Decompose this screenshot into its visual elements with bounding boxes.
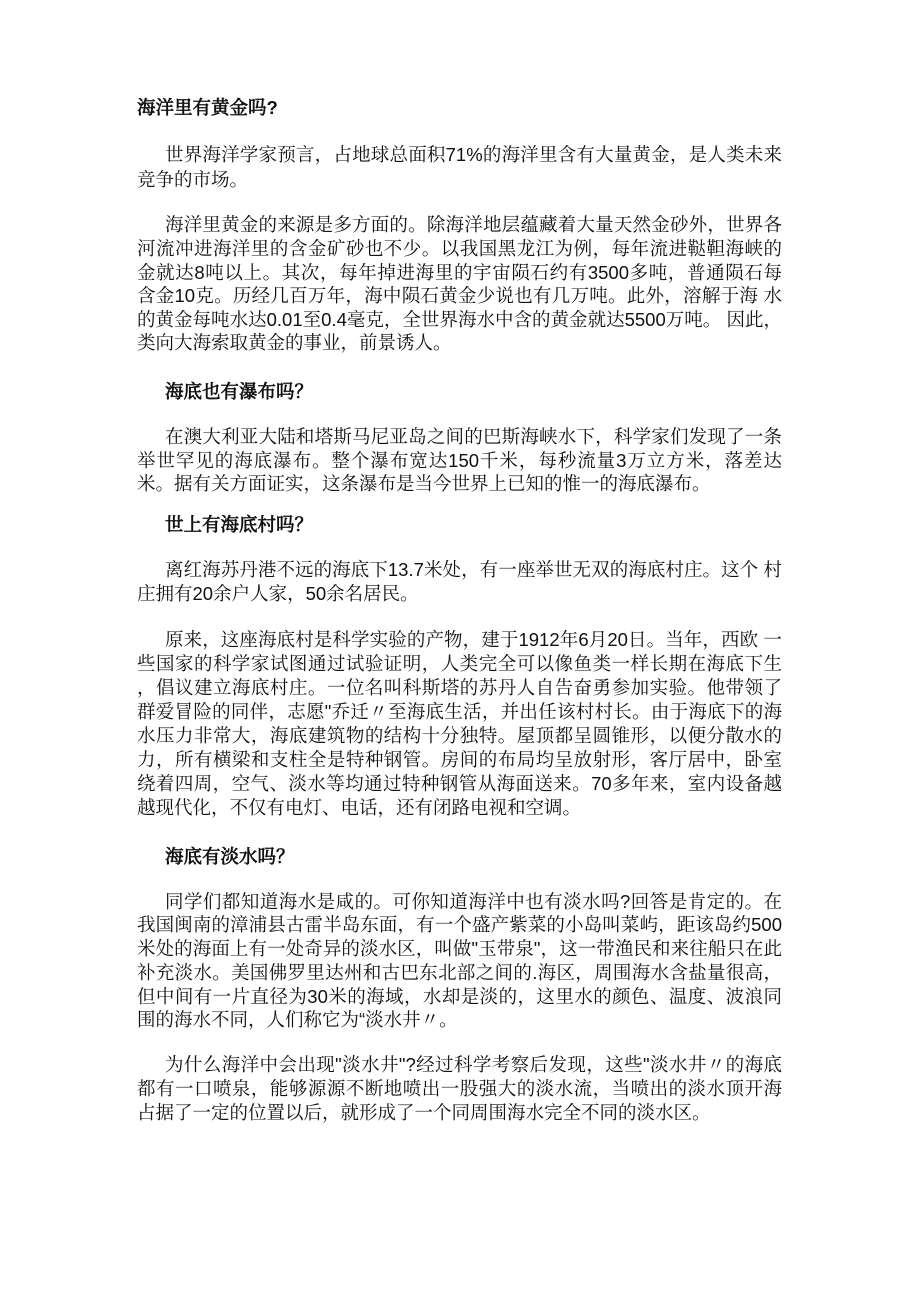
text-line: 同学们都知道海水是咸的。可你知道海洋中也有淡水吗?回答是肯定的。在 bbox=[165, 891, 782, 912]
text-line: 离红海苏丹港不远的海底下13.7米处，有一座举世无双的海底村庄。这个 村 bbox=[165, 559, 782, 580]
text-line: 举世罕见的海底瀑布。整个瀑布宽达150千米，每秒流量3万立方米，落差达 bbox=[137, 450, 782, 471]
text-line: 海洋里黄金的来源是多方面的。除海洋地层蕴藏着大量天然金砂外，世界各 bbox=[165, 214, 782, 235]
text-line: 米处的海面上有一处奇异的淡水区，叫做"玉带泉"，这一带渔民和来往船只在此 bbox=[137, 938, 782, 959]
text-line: 庄拥有20余户人家，50余名居民。 bbox=[137, 583, 419, 604]
text-line: 越现代化，不仅有电灯、电话，还有闭路电视和空调。 bbox=[137, 797, 582, 818]
text-line: 含金10克。历经几百万年，海中陨石黄金少说也有几万吨。此外，溶解于海 水 bbox=[137, 285, 782, 306]
text-line: 类向大海索取黄金的事业，前景诱人。 bbox=[137, 332, 452, 353]
text-line: 围的海水不同，人们称它为“淡水井〃。 bbox=[137, 1009, 458, 1030]
text-line: 绕着四周，空气、淡水等均通过特种钢管从海面送来。70多年来，室内设备越 bbox=[137, 773, 782, 794]
text-line: 河流冲进海洋里的含金矿砂也不少。以我国黑龙江为例，每年流进鞑靼海峡的 bbox=[137, 238, 782, 259]
text-line: 群爱冒险的同伴，志愿"乔迁〃至海底生活，并出任该村村长。由于海底下的海 bbox=[137, 701, 782, 722]
text-line: 在澳大利亚大陆和塔斯马尼亚岛之间的巴斯海峡水下，科学家们发现了一条 bbox=[165, 426, 782, 447]
text-line: 力，所有横梁和支柱全是特种钢管。房间的布局均呈放射形，客厅居中，卧室 bbox=[137, 749, 782, 770]
text-line: 占据了一定的位置以后，就形成了一个同周围海水完全不同的淡水区。 bbox=[137, 1102, 711, 1123]
text-line: 金就达8吨以上。其次，每年掉进海里的宇宙陨石约有3500多吨，普通陨石每 bbox=[137, 262, 782, 283]
text-line: 我国闽南的漳浦县古雷半岛东面，有一个盛产紫菜的小岛叫菜屿，距该岛约500 bbox=[137, 914, 782, 935]
heading-text: 海洋里有黄金吗? bbox=[137, 97, 278, 118]
heading-text: 世上有海底村吗？ bbox=[165, 514, 314, 535]
text-line: 的黄金每吨水达0.01至0.4毫克，全世界海水中含的黄金就达5500万吨。 因此， bbox=[137, 309, 782, 330]
text-line: 原来，这座海底村是科学实验的产物，建于1912年6月20日。当年，西欧 一 bbox=[165, 629, 782, 650]
heading-text: 海底有淡水吗？ bbox=[165, 846, 295, 867]
text-line: 米。据有关方面证实，这条瀑布是当今世界上已知的惟一的海底瀑布。 bbox=[137, 473, 711, 494]
text-line: 些国家的科学家试图通过试验证明，人类完全可以像鱼类一样长期在海底下生 bbox=[137, 653, 782, 674]
text-line: 补充淡水。美国佛罗里达州和古巴东北部之间的.海区，周围海水含盐量很高， bbox=[137, 962, 782, 983]
text-line: 竞争的市场。 bbox=[137, 169, 249, 190]
text-line: 水压力非常大，海底建筑物的结构十分独特。屋顶都呈圆锥形，以便分散水的 bbox=[137, 725, 782, 746]
text-line: 为什么海洋中会出现"淡水井"?经过科学考察后发现，这些"淡水井〃的海底 bbox=[165, 1054, 782, 1075]
text-line: 世界海洋学家预言，占地球总面积71%的海洋里含有大量黄金，是人类未来 bbox=[165, 144, 782, 165]
heading-text: 海底也有瀑布吗？ bbox=[165, 381, 314, 402]
text-line: 都有一口喷泉，能够源源不断地喷出一股强大的淡水流，当喷出的淡水顶开海 bbox=[137, 1078, 782, 1099]
text-line: ，倡议建立海底村庄。一位名叫科斯塔的苏丹人自告奋勇参加实验。他带领了 bbox=[137, 677, 782, 698]
text-line: 但中间有一片直径为30米的海域，水却是淡的，这里水的颜色、温度、波浪同 bbox=[137, 986, 782, 1007]
